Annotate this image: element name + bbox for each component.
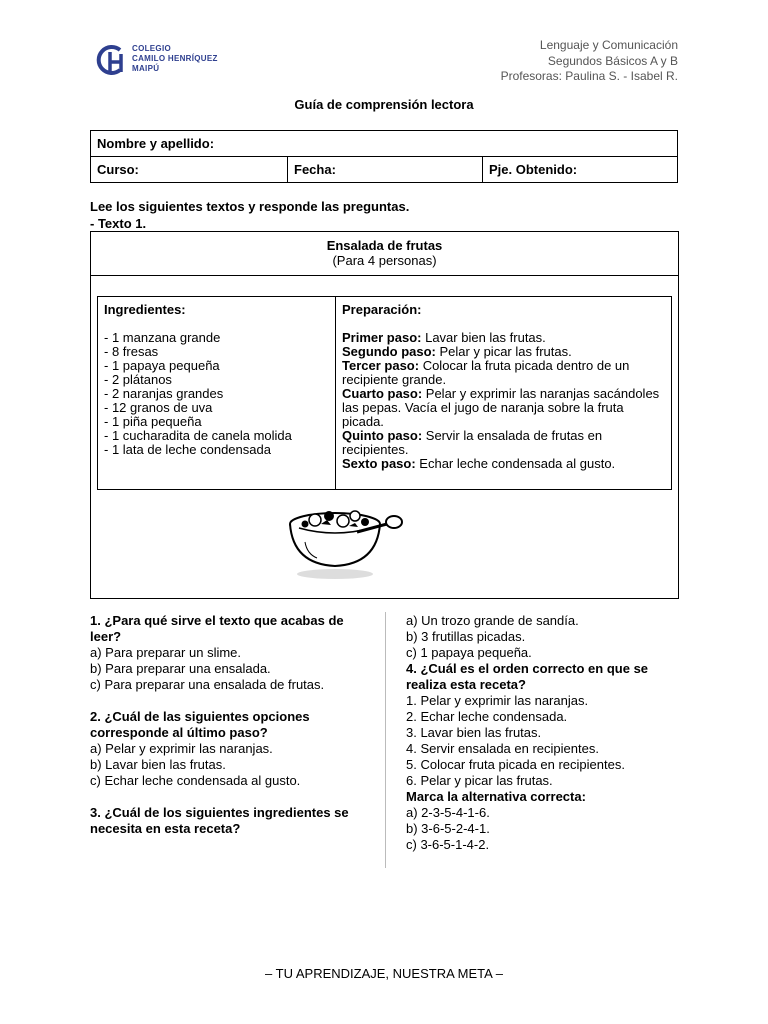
questions-left-column	[90, 613, 372, 837]
score-field[interactable]: Pje. Obtenido:	[483, 157, 678, 183]
ingredient-item: - 12 granos de uva	[104, 400, 213, 415]
course-field[interactable]: Curso:	[91, 157, 288, 183]
question-2: 2. ¿Cuál de las siguientes opciones corresponde al último paso?	[90, 709, 310, 740]
step-item	[342, 457, 665, 471]
order-step: 5. Colocar fruta picada en recipientes.	[406, 757, 625, 772]
order-step: 3. Lavar bien las frutas.	[406, 725, 542, 740]
step-label: Sexto paso:	[342, 456, 416, 471]
order-step: 6. Pelar y picar las frutas.	[406, 773, 553, 788]
step-text: Pelar y picar las frutas.	[435, 344, 572, 359]
ingredient-item: - 2 naranjas grandes	[104, 386, 224, 401]
subject: Lenguaje y Comunicación	[539, 38, 678, 52]
preparation-column	[336, 297, 671, 489]
logo-line-1: COLEGIO	[132, 44, 171, 53]
column-divider	[385, 612, 386, 868]
recipe-header	[91, 232, 678, 276]
recipe-title: Ensalada de frutas	[326, 238, 443, 253]
step-text: Echar leche condensada al gusto.	[415, 456, 616, 471]
step-item	[342, 345, 665, 359]
step-text: Pelar y exprimir las naranjas sacándoles las pepas. Vacía el jugo de naranja sobre la fruta picada.	[342, 386, 660, 429]
recipe-subtitle: (Para 4 personas)	[332, 253, 437, 268]
step-item	[342, 387, 665, 429]
answer-option[interactable]: a) Un trozo grande de sandía.	[406, 613, 579, 628]
step-label: Quinto paso:	[342, 428, 423, 443]
question-4: 4. ¿Cuál es el orden correcto en que se realiza esta receta?	[406, 661, 649, 692]
step-label: Cuarto paso:	[342, 386, 423, 401]
answer-option[interactable]: c) Para preparar una ensalada de frutas.	[90, 677, 325, 692]
answer-option[interactable]: c) 1 papaya pequeña.	[406, 645, 532, 660]
logo-line-3: MAIPÚ	[132, 64, 160, 73]
questions-right-column	[406, 613, 686, 853]
order-step: 4. Servir ensalada en recipientes.	[406, 741, 599, 756]
recipe-box	[90, 231, 679, 599]
step-item	[342, 429, 665, 457]
question-4-prompt: Marca la alternativa correcta:	[406, 789, 586, 804]
ingredient-item: - 1 lata de leche condensada	[104, 442, 271, 457]
name-field[interactable]: Nombre y apellido:	[91, 131, 678, 157]
step-text: Lavar bien las frutas.	[421, 330, 546, 345]
step-item	[342, 331, 665, 345]
step-label: Tercer paso:	[342, 358, 420, 373]
answer-option[interactable]: b) Para preparar una ensalada.	[90, 661, 271, 676]
ingredient-item: - 2 plátanos	[104, 372, 172, 387]
school-logo-icon	[94, 42, 130, 78]
page-title: Guía de comprensión lectora	[294, 97, 474, 112]
ingredient-item: - 8 fresas	[104, 344, 159, 359]
logo-line-2: CAMILO HENRÍQUEZ	[132, 54, 218, 63]
instructions-block	[90, 198, 409, 232]
ingredients-label: Ingredientes:	[104, 302, 186, 317]
answer-option[interactable]: b) 3 frutillas picadas.	[406, 629, 526, 644]
answer-option[interactable]: a) Para preparar un slime.	[90, 645, 242, 660]
footer-motto: – TU APRENDIZAJE, NUESTRA META –	[265, 966, 503, 981]
answer-option[interactable]: c) 3-6-5-1-4-2.	[406, 837, 490, 852]
ingredient-item: - 1 piña pequeña	[104, 414, 202, 429]
step-label: Segundo paso:	[342, 344, 436, 359]
step-label: Primer paso:	[342, 330, 422, 345]
grade: Segundos Básicos A y B	[547, 53, 678, 68]
school-logo	[94, 42, 234, 78]
date-field[interactable]: Fecha:	[288, 157, 483, 183]
ingredient-item: - 1 manzana grande	[104, 330, 221, 345]
preparation-label: Preparación:	[342, 302, 422, 317]
answer-option[interactable]: a) 2-3-5-4-1-6.	[406, 805, 490, 820]
step-item	[342, 359, 665, 387]
order-step: 1. Pelar y exprimir las naranjas.	[406, 693, 589, 708]
answer-option[interactable]: a) Pelar y exprimir las naranjas.	[90, 741, 273, 756]
teachers: Profesoras: Paulina S. - Isabel R.	[500, 69, 678, 83]
text-label: - Texto 1.	[90, 216, 147, 231]
order-step: 2. Echar leche condensada.	[406, 709, 568, 724]
answer-option[interactable]: c) Echar leche condensada al gusto.	[90, 773, 301, 788]
ingredient-item: - 1 cucharadita de canela molida	[104, 428, 292, 443]
question-3: 3. ¿Cuál de los siguientes ingredientes se necesita en esta receta?	[90, 805, 349, 836]
answer-option[interactable]: b) 3-6-5-2-4-1.	[406, 821, 490, 836]
step-text: Colocar la fruta picada dentro de un recipiente grande.	[342, 358, 630, 387]
instructions: Lee los siguientes textos y responde las preguntas.	[90, 199, 410, 214]
student-info-table	[90, 130, 678, 183]
ingredients-column	[98, 297, 336, 489]
recipe-content	[97, 296, 672, 490]
question-1: 1. ¿Para qué sirve el texto que acabas de leer?	[90, 613, 344, 644]
step-text: Servir la ensalada de frutas en recipientes.	[342, 428, 603, 457]
ingredient-item: - 1 papaya pequeña	[104, 358, 220, 373]
school-name	[132, 44, 218, 74]
header-info	[501, 38, 678, 85]
fruit-bowl-icon	[287, 502, 412, 587]
answer-option[interactable]: b) Lavar bien las frutas.	[90, 757, 226, 772]
